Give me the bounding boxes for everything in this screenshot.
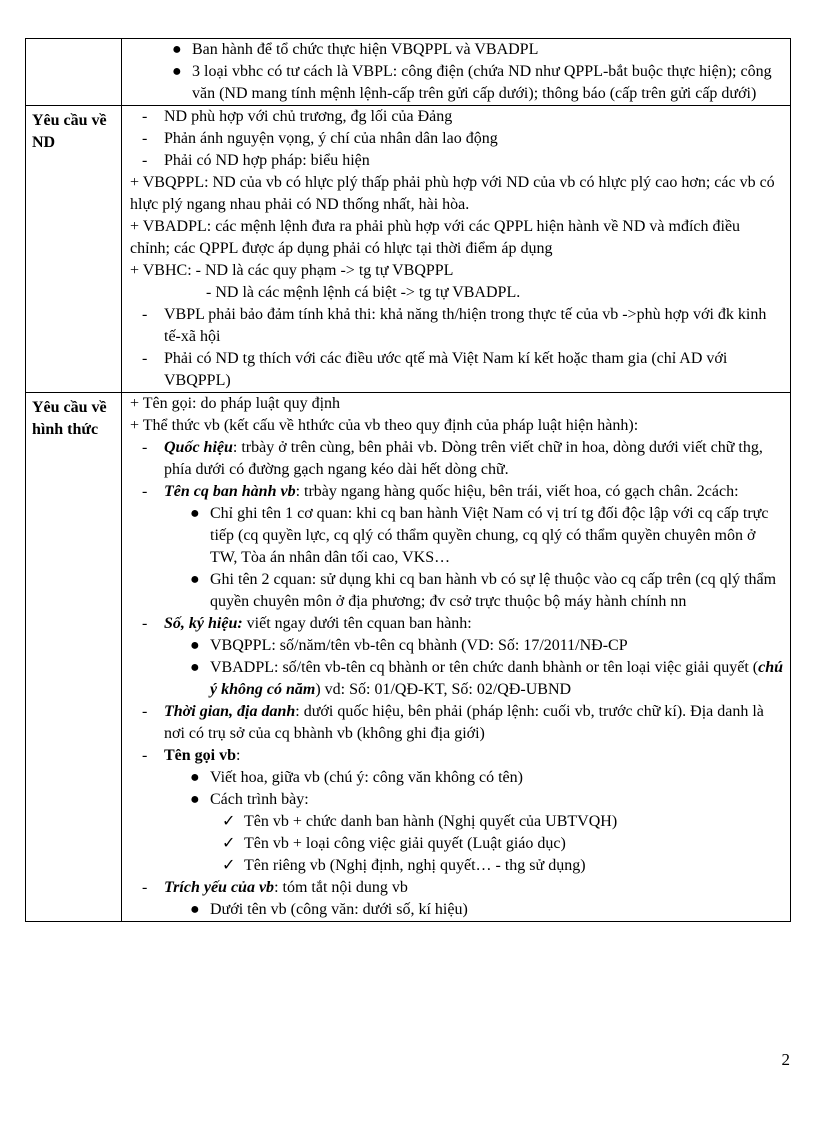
dash-marker: -: [142, 130, 148, 147]
table-row: [26, 39, 791, 106]
row-content: [122, 39, 791, 106]
list-item: [126, 150, 784, 172]
page-number: 2: [781, 1050, 790, 1069]
table-row: [26, 393, 791, 922]
check-text: Tên riêng vb (Nghị định, nghị quyết… - thg sử dụng): [244, 857, 586, 874]
bullet-text: 3 loại vbhc có tư cách là VBPL: công điện (chứa ND như QPPL-bắt buộc thực hiện); công văn (ND mang tính mệnh lệnh-cấp trên gửi cấp dưới); thông báo (cấp trên gửi cấp dưới): [192, 63, 772, 102]
sub-list-item: [164, 569, 784, 613]
term-label: Tên gọi vb: [164, 747, 237, 764]
row-label: Yêu cầu về hình thức: [26, 393, 122, 922]
term-label: Thời gian, địa danh: [164, 703, 296, 720]
bullet-icon: ●: [172, 63, 182, 80]
bullet-text: Chỉ ghi tên 1 cơ quan: khi cq ban hành Việt Nam có vị trí tg đối độc lập với cq cấp trực tiếp (cq quyền lực, cq qlý có thẩm quyền chung, cq qlý có thẩm quyền chuyên môn ở TW, Tòa án nhân dân tối cao, VKS…: [210, 505, 769, 566]
item-text: [164, 481, 784, 613]
dash-marker: -: [142, 350, 148, 367]
text-part: ) vd: Số: 01/QĐ-KT, Số: 02/QĐ-UBND: [315, 681, 572, 698]
sub-list-item: [164, 789, 784, 811]
the-thuc-text: + Thể thức vb (kết cấu về hthức của vb theo quy định của pháp luật hiện hành):: [130, 417, 639, 434]
bullet-text: Ghi tên 2 cquan: sử dụng khi cq ban hành vb có sự lệ thuộc vào cq cấp trên (cq qlý thẩm quyền chuyên môn ở địa phương; đv csở trực thuộc bộ máy hành chính nn: [210, 571, 777, 610]
sub-list-item: [164, 767, 784, 789]
bullet-icon: ●: [190, 901, 200, 918]
bullet-icon: ●: [190, 659, 200, 676]
check-icon: ✓: [222, 813, 236, 830]
term-label: Trích yếu của vb: [164, 879, 275, 896]
check-item: [126, 811, 784, 833]
vbqppl-text: + VBQPPL: ND của vb có hlực plý thấp phải phù hợp với ND của vb có hlực plý cao hơn; các vb có hlực plý ngang nhau phải có ND thống nhất, hài hòa.: [130, 174, 775, 213]
row-content: [122, 393, 791, 922]
item-text: [164, 745, 784, 811]
list-item-ten-goi-vb: [126, 745, 784, 811]
check-item: [126, 855, 784, 877]
item-text: [164, 877, 784, 921]
item-text: Phải có ND tg thích với các điều ước qtế mà Việt Nam kí kết hoặc tham gia (chỉ AD với VBQPPL): [164, 350, 728, 389]
dash-marker: -: [142, 439, 148, 456]
list-item-thoi-gian: [126, 701, 784, 745]
vbhc-text-2: - ND là các mệnh lệnh cá biệt -> tg tự VBADPL.: [206, 284, 521, 301]
list-item-so-ky-hieu: [126, 613, 784, 701]
list-item: [126, 61, 784, 105]
bullet-text: Cách trình bày:: [210, 791, 309, 808]
item-text: VBPL phải bảo đảm tính khả thi: khả năng th/hiện trong thực tế của vb ->phù hợp với đk kinh tế-xã hội: [164, 306, 767, 345]
term-desc: : dưới quốc hiệu, bên phải (pháp lệnh: cuối vb, trước chữ kí). Địa danh là nơi có trụ sở của cq bhành vb (không ghi địa giới): [164, 703, 764, 742]
list-item-trich-yeu: [126, 877, 784, 921]
bullet-icon: ●: [190, 505, 200, 522]
sub-list-item: [164, 635, 784, 657]
list-item: [126, 304, 784, 348]
term-desc: viết ngay dưới tên cquan ban hành:: [242, 615, 472, 632]
bullet-text: Viết hoa, giữa vb (chú ý: công văn không có tên): [210, 769, 523, 786]
bullet-text: VBQPPL: số/năm/tên vb-tên cq bhành (VD: Số: 17/2011/NĐ-CP: [210, 637, 628, 654]
term-desc: : trbày ở trên cùng, bên phải vb. Dòng trên viết chữ in hoa, dòng dưới viết chữ thg, phía dưới có đường gạch ngang kéo dài hết dòng chữ.: [164, 439, 763, 478]
list-item: [126, 39, 784, 61]
vbadpl-text: + VBADPL: các mệnh lệnh đưa ra phải phù hợp với các QPPL hiện hành về ND và mđích điều chỉnh; các QPPL được áp dụng phải có hlực tại thời điểm áp dụng: [130, 218, 741, 257]
ten-goi-text: + Tên gọi: do pháp luật quy định: [130, 395, 341, 412]
dash-marker: -: [142, 483, 148, 500]
term-label: Số, ký hiệu:: [164, 615, 243, 632]
list-item: [126, 106, 784, 128]
dash-marker: -: [142, 615, 148, 632]
list-item: [126, 348, 784, 392]
item-text: Phải có ND hợp pháp: biểu hiện: [164, 152, 370, 169]
bullet-text: Dưới tên vb (công văn: dưới số, kí hiệu): [210, 901, 468, 918]
bullet-icon: ●: [190, 769, 200, 786]
table-row: [26, 106, 791, 393]
term-desc: : trbày ngang hàng quốc hiệu, bên trái, viết hoa, có gạch chân. 2cách:: [295, 483, 739, 500]
row-label: Yêu cầu về ND: [26, 106, 122, 393]
content-table: [25, 38, 791, 922]
list-item: [126, 128, 784, 150]
sub-list-item: [164, 657, 784, 701]
vbhc-text-1: + VBHC: - ND là các quy phạm -> tg tự VBQPPL: [130, 262, 454, 279]
row-label-empty: [26, 39, 122, 106]
bullet-text: Ban hành để tổ chức thực hiện VBQPPL và VBADPL: [192, 41, 539, 58]
dash-marker: -: [142, 108, 148, 125]
text-part: VBADPL: số/tên vb-tên cq bhành or tên chức danh bhành or tên loại việc giải quyết (: [210, 659, 759, 676]
bullet-text: [210, 657, 784, 701]
check-icon: ✓: [222, 857, 236, 874]
dash-marker: -: [142, 747, 148, 764]
item-text: Phản ánh nguyện vọng, ý chí của nhân dân lao động: [164, 130, 498, 147]
emphasis-text: chú ý không có năm: [210, 659, 783, 698]
item-text: [164, 437, 784, 481]
dash-marker: -: [142, 879, 148, 896]
term-label: Tên cq ban hành vb: [164, 483, 296, 500]
bullet-icon: ●: [190, 637, 200, 654]
sub-list-item: [164, 899, 784, 921]
bullet-icon: ●: [172, 41, 182, 58]
check-text: Tên vb + loại công việc giải quyết (Luật giáo dục): [244, 835, 566, 852]
dash-marker: -: [142, 152, 148, 169]
list-item-quoc-hieu: [126, 437, 784, 481]
item-text: ND phù hợp với chủ trương, đg lối của Đảng: [164, 108, 453, 125]
check-text: Tên vb + chức danh ban hành (Nghị quyết của UBTVQH): [244, 813, 618, 830]
list-item-ten-cq: [126, 481, 784, 613]
term-label: Quốc hiệu: [164, 439, 233, 456]
row-content: [122, 106, 791, 393]
term-desc: :: [236, 747, 241, 764]
dash-marker: -: [142, 306, 148, 323]
term-desc: : tóm tắt nội dung vb: [274, 879, 408, 896]
check-item: [126, 833, 784, 855]
bullet-icon: ●: [190, 571, 200, 588]
bullet-icon: ●: [190, 791, 200, 808]
item-text: [164, 613, 784, 701]
item-text: [164, 701, 784, 745]
sub-list-item: [164, 503, 784, 569]
dash-marker: -: [142, 703, 148, 720]
check-icon: ✓: [222, 835, 236, 852]
